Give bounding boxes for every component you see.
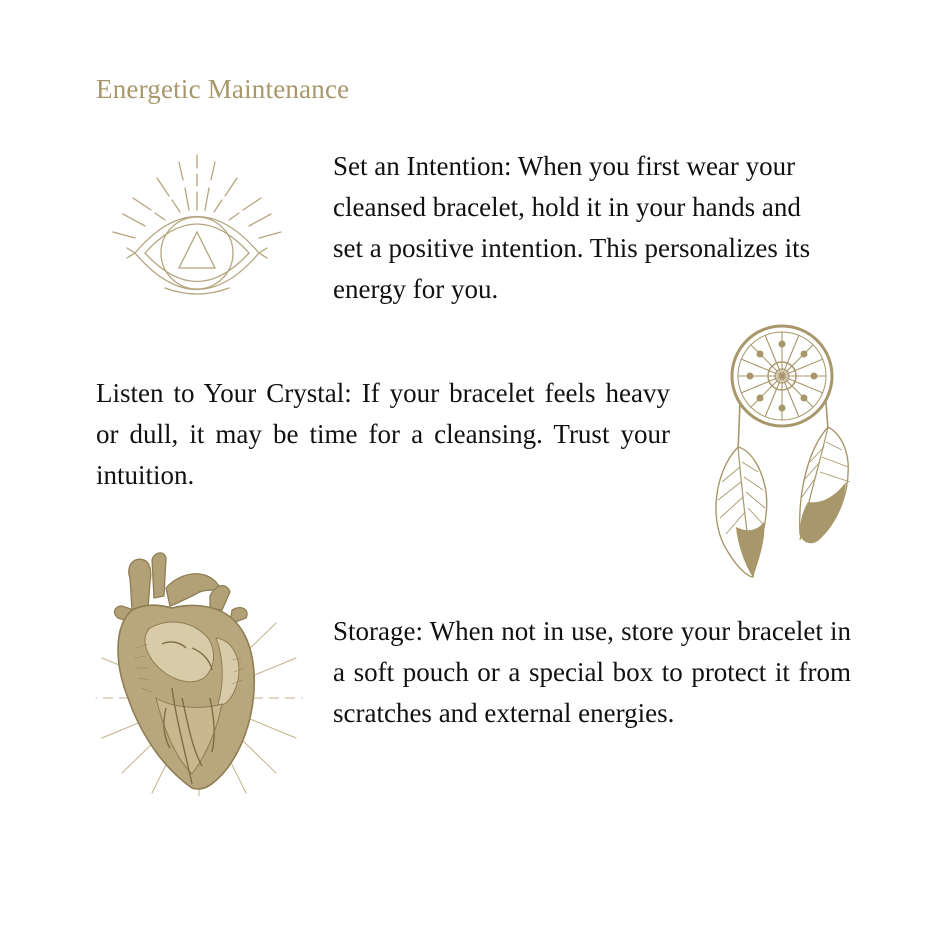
page-title: Energetic Maintenance [96,74,350,104]
eye-icon [105,150,290,305]
anatomical-heart-icon [92,548,307,798]
dreamcatcher-icon [708,322,858,580]
storage-paragraph: Storage: When not in use, store your bracelet in a soft pouch or a special box to protect it from scratches and external energies. [333,616,851,728]
listen-paragraph: Listen to Your Crystal: If your bracelet feels heavy or dull, it may be time for a cleansing. Trust your intuition. [96,378,670,490]
intention-paragraph: Set an Intention: When you first wear your cleansed bracelet, hold it in your hands and set a positive intention. This personalizes its energy for you. [333,151,811,304]
